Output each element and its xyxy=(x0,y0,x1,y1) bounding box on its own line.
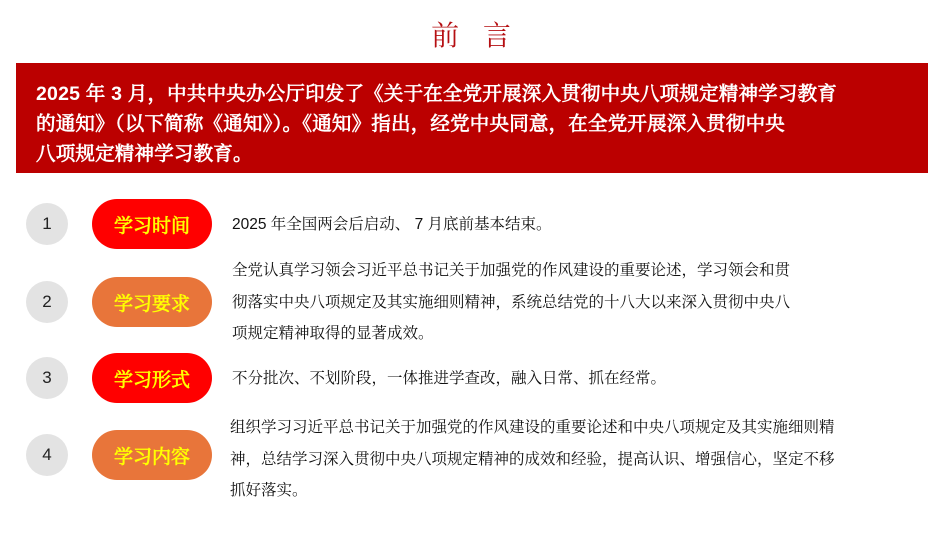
page-title: 前 言 xyxy=(431,20,519,51)
desc-line: 2025 年全国两会后启动、 7 月底前基本结束。 xyxy=(232,216,552,233)
intro-line: 2025 年 3 月，中共中央办公厅印发了《关于在全党开展深入贯彻中央八项规定精神学习教育 xyxy=(36,83,837,105)
intro-line: 的通知》（以下简称《通知》）。《通知》指出，经党中央同意，在全党开展深入贯彻中央 xyxy=(36,113,786,135)
intro-banner xyxy=(16,63,928,173)
desc-line: 组织学习习近平总书记关于加强党的作风建设的重要论述和中央八项规定及其实施细则精 xyxy=(230,419,835,436)
item-label-study-form: 学习形式 xyxy=(92,353,212,403)
item-description-2 xyxy=(232,255,790,350)
desc-line: 抓好落实。 xyxy=(230,482,308,499)
item-number-2: 2 xyxy=(26,281,68,323)
desc-line: 彻落实中央八项规定及其实施细则精神，系统总结党的十八大以来深入贯彻中央八 xyxy=(232,293,791,311)
item-number-1: 1 xyxy=(26,203,68,245)
item-description-3 xyxy=(232,363,666,395)
desc-line: 不分批次、不划阶段，一体推进学查改，融入日常、抓在经常。 xyxy=(232,370,667,387)
item-label-study-content: 学习内容 xyxy=(92,430,212,480)
desc-line: 项规定精神取得的显著成效。 xyxy=(232,325,434,342)
item-number-4: 4 xyxy=(26,434,68,476)
item-description-1 xyxy=(232,209,552,241)
item-label-study-requirements: 学习要求 xyxy=(92,277,212,327)
intro-line: 八项规定精神学习教育。 xyxy=(36,143,253,165)
desc-line: 神，总结学习深入贯彻中央八项规定精神的成效和经验，提高认识、增强信心，坚定不移 xyxy=(230,450,835,468)
item-number-3: 3 xyxy=(26,357,68,399)
item-description-4 xyxy=(230,412,835,507)
item-label-study-time: 学习时间 xyxy=(92,199,212,249)
desc-line: 全党认真学习领会习近平总书记关于加强党的作风建设的重要论述，学习领会和贯 xyxy=(232,262,791,279)
